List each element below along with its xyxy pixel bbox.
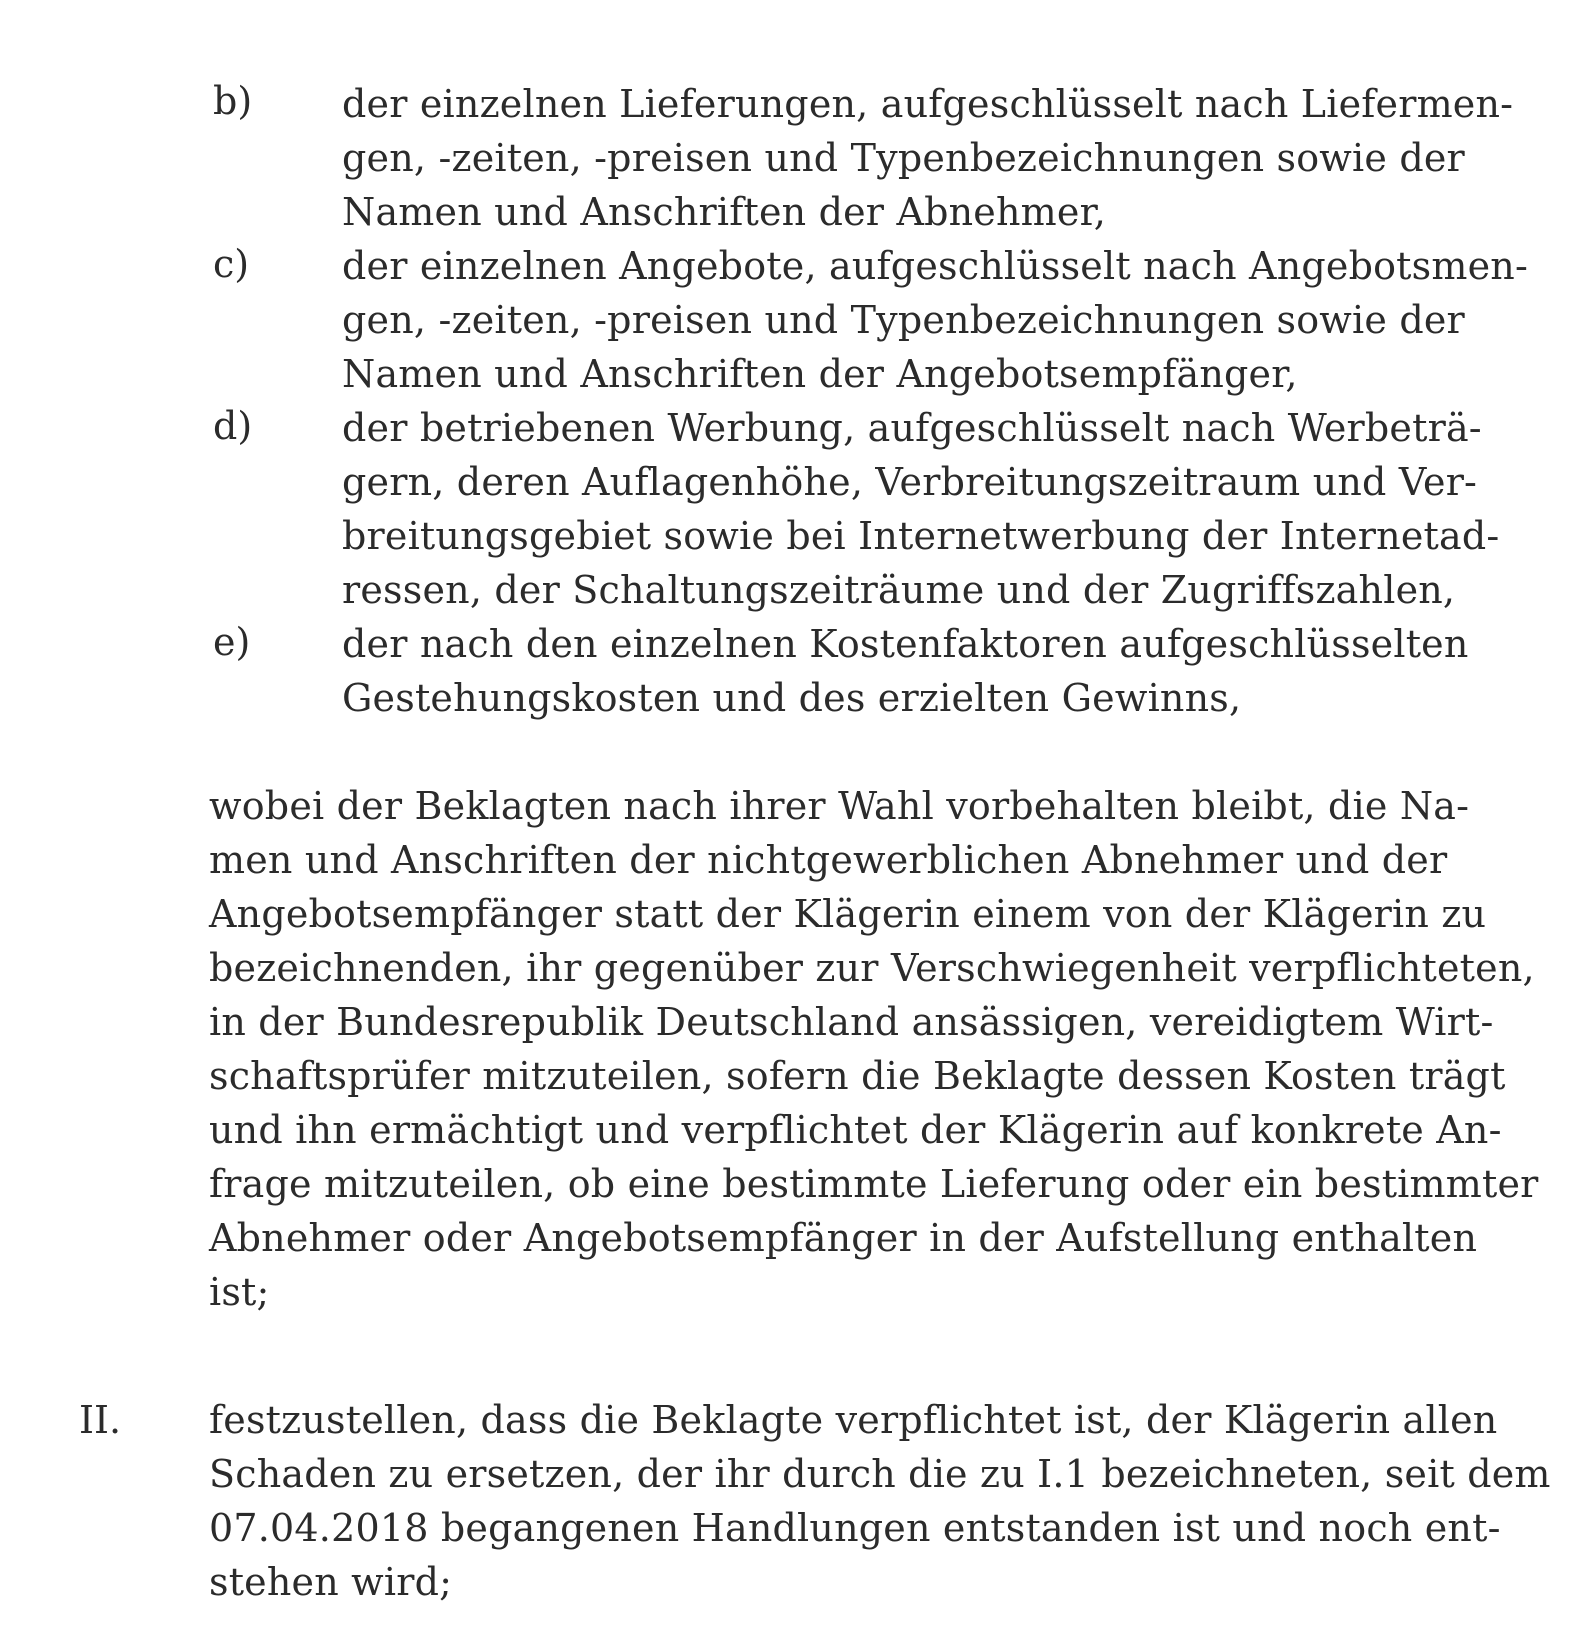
item-c-line-1: der einzelnen Angebote, aufgeschlüsselt nach Angebotsmen- [342, 244, 1528, 288]
item-b-line-2: gen, -zeiten, -preisen und Typenbezeichnungen sowie der [342, 136, 1465, 180]
proviso-line-7: und ihn ermächtigt und verpflichtet der Klägerin auf konkrete An- [209, 1108, 1502, 1152]
proviso-line-9: Abnehmer oder Angebotsempfänger in der Aufstellung enthalten [209, 1216, 1478, 1260]
list-marker-b: b) [213, 79, 253, 123]
proviso-line-10: ist; [209, 1270, 270, 1314]
item-e-line-1: der nach den einzelnen Kostenfaktoren aufgeschlüsselten [342, 622, 1469, 666]
item-d-line-3: breitungsgebiet sowie bei Internetwerbung der Internetad- [342, 514, 1500, 558]
proviso-line-3: Angebotsempfänger statt der Klägerin einem von der Klägerin zu [209, 892, 1487, 936]
item-b-line-1: der einzelnen Lieferungen, aufgeschlüsselt nach Liefermen- [342, 82, 1514, 126]
proviso-line-4: bezeichnenden, ihr gegenüber zur Verschwiegenheit verpflichteten, [209, 946, 1535, 990]
proviso-line-8: frage mitzuteilen, ob eine bestimmte Lieferung oder ein bestimmter [209, 1162, 1539, 1206]
item-c-line-3: Namen und Anschriften der Angebotsempfänger, [342, 352, 1298, 396]
section-ii-line-3: 07.04.2018 begangenen Handlungen entstanden ist und noch ent- [209, 1506, 1501, 1550]
proviso-line-1: wobei der Beklagten nach ihrer Wahl vorbehalten bleibt, die Na- [209, 784, 1470, 828]
section-ii-line-1: festzustellen, dass die Beklagte verpflichtet ist, der Klägerin allen [209, 1398, 1498, 1442]
section-ii-line-2: Schaden zu ersetzen, der ihr durch die zu I.1 bezeichneten, seit dem [209, 1452, 1551, 1496]
item-b-line-3: Namen und Anschriften der Abnehmer, [342, 190, 1107, 234]
section-ii-line-4: stehen wird; [209, 1560, 453, 1604]
item-d-line-1: der betriebenen Werbung, aufgeschlüsselt nach Werbeträ- [342, 406, 1482, 450]
proviso-line-2: men und Anschriften der nichtgewerblichen Abnehmer und der [209, 838, 1448, 882]
item-d-line-2: gern, deren Auflagenhöhe, Verbreitungszeitraum und Ver- [342, 460, 1478, 504]
list-marker-e: e) [213, 620, 251, 664]
item-e-line-2: Gestehungskosten und des erzielten Gewinns, [342, 676, 1242, 720]
item-c-line-2: gen, -zeiten, -preisen und Typenbezeichnungen sowie der [342, 298, 1465, 342]
proviso-line-5: in der Bundesrepublik Deutschland ansässigen, vereidigtem Wirt- [209, 1000, 1494, 1044]
list-marker-c: c) [213, 242, 250, 286]
section-marker-ii: II. [79, 1398, 122, 1442]
proviso-line-6: schaftsprüfer mitzuteilen, sofern die Beklagte dessen Kosten trägt [209, 1054, 1506, 1098]
item-d-line-4: ressen, der Schaltungszeiträume und der Zugriffszahlen, [342, 568, 1456, 612]
list-marker-d: d) [213, 404, 253, 448]
